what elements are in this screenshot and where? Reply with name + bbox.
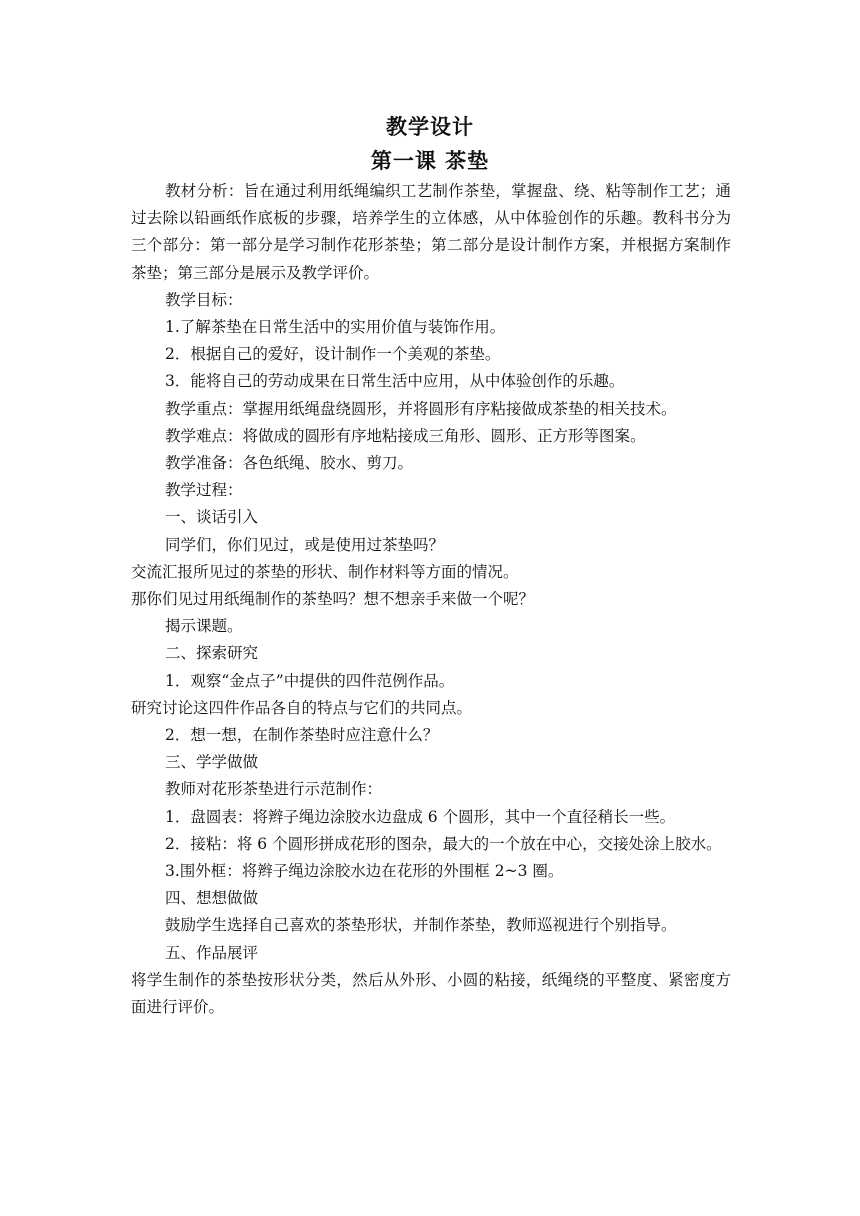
paragraph-preparation: 教学准备：各色纸绳、胶水、剪刀。 [165, 454, 414, 473]
paragraph-step-2: 2．接粘：将 6 个圆形拼成花形的图杂，最大的一个放在中心，交接处涂上胶水。 [165, 834, 722, 853]
paragraph-evaluation: 将学生制作的茶垫按形状分类，然后从外形、小圆的粘接，纸绳绕的平整度、紧密度方面进行评价。 [131, 970, 731, 1017]
paragraph-discuss: 研究讨论这四件作品各自的特点与它们的共同点。 [131, 698, 473, 717]
paragraph-goal-3: 3．能将自己的劳动成果在日常生活中应用，从中体验创作的乐趣。 [165, 372, 625, 391]
paragraph-step-1: 1．盘圆表：将辫子绳边涂胶水边盘成 6 个圆形，其中一个直径稍长一些。 [165, 807, 676, 826]
document-title: 教学设计 [386, 114, 474, 139]
lesson-title: 第一课 茶垫 [370, 148, 490, 173]
paragraph-demo: 教师对花形茶垫进行示范制作： [165, 780, 383, 799]
paragraph-think: 2．想一想，在制作茶垫时应注意什么？ [165, 726, 439, 745]
paragraph-reveal-topic: 揭示课题。 [165, 617, 243, 636]
section-heading-1: 一、谈话引入 [165, 508, 259, 527]
section-heading-5: 五、作品展评 [165, 943, 259, 962]
paragraph-exchange: 交流汇报所见过的茶垫的形状、制作材料等方面的情况。 [131, 562, 519, 581]
section-heading-2: 二、探索研究 [165, 644, 259, 663]
paragraph-goals-heading: 教学目标： [165, 290, 243, 309]
section-heading-4: 四、想想做做 [165, 889, 259, 908]
paragraph-question: 同学们，你们见过，或是使用过茶垫吗？ [165, 535, 445, 554]
paragraph-encourage: 鼓励学生选择自己喜欢的茶垫形状，并制作茶垫，教师巡视进行个别指导。 [165, 916, 677, 935]
paragraph-step-3: 3.围外框：将辫子绳边涂胶水边在花形的外围框 2~3 圈。 [165, 862, 564, 881]
paragraph-difficulty: 教学难点：将做成的圆形有序地粘接成三角形、圆形、正方形等图案。 [165, 426, 646, 445]
paragraph-process-heading: 教学过程： [165, 481, 243, 500]
paragraph-goal-2: 2．根据自己的爱好，设计制作一个美观的茶垫。 [165, 345, 501, 364]
paragraph-observe: 1．观察“金点子”中提供的四件范例作品。 [165, 671, 455, 690]
paragraph-goal-1: 1.了解茶垫在日常生活中的实用价值与装饰作用。 [165, 318, 506, 337]
document-body [131, 178, 731, 1021]
paragraph-key-point: 教学重点：掌握用纸绳盘绕圆形，并将圆形有序粘接做成茶垫的相关技术。 [165, 399, 677, 418]
paragraph-material-analysis: 教材分析：旨在通过利用纸绳编织工艺制作茶垫，掌握盘、绕、粘等制作工艺；通过去除以铅画纸作底板的步骤，培养学生的立体感，从中体验创作的乐趣。教科书分为三个部分：第一部分是学习制作花形茶垫；第二部分是设计制作方案，并根据方案制作茶垫；第三部分是展示及教学评价。 [131, 182, 731, 282]
section-heading-3: 三、学学做做 [165, 753, 259, 772]
paragraph-invite: 那你们见过用纸绳制作的茶垫吗？想不想亲手来做一个呢？ [131, 590, 535, 609]
